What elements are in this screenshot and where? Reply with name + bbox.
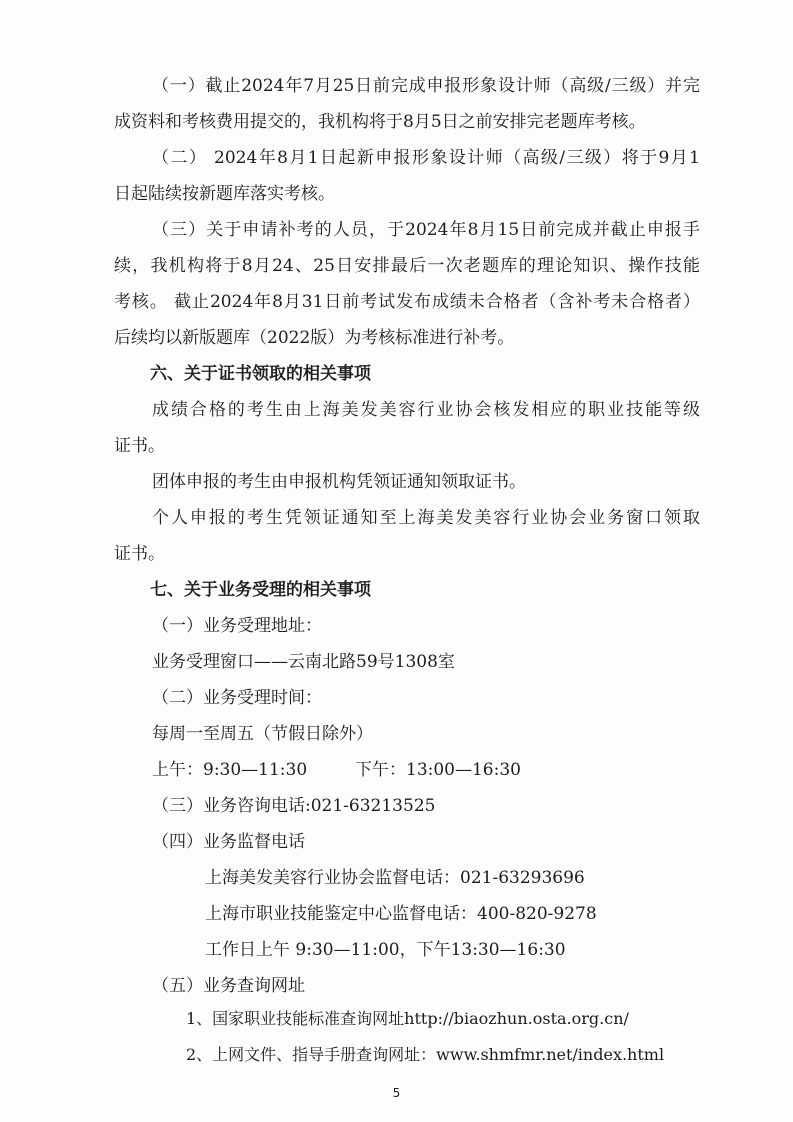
hours-days: 每周一至周五（节假日除外） bbox=[152, 724, 373, 744]
section6-heading: 六、关于证书领取的相关事项 bbox=[150, 364, 371, 384]
hours-label: （二）业务受理时间： bbox=[152, 688, 322, 708]
address-label: （一）业务受理地址： bbox=[152, 616, 322, 636]
section6-p2: 团体申报的考生由申报机构凭领证通知领取证书。 bbox=[152, 472, 526, 492]
section6-p3-line2: 证书。 bbox=[114, 544, 165, 564]
item2-line1: （二） 2024年8月1日起新申报形象设计师（高级/三级）将于9月1 bbox=[152, 148, 700, 168]
item3-line1: （三）关于申请补考的人员，于2024年8月15日前完成并截止申报手 bbox=[152, 220, 700, 240]
section7-heading: 七、关于业务受理的相关事项 bbox=[150, 580, 371, 600]
supervise-assoc-phone: 上海美发美容行业协会监督电话：021-63293696 bbox=[205, 868, 585, 888]
item3-line2: 续，我机构将于8月24、25日安排最后一次老题库的理论知识、操作技能 bbox=[114, 256, 700, 276]
supervise-label: （四）业务监督电话 bbox=[152, 832, 305, 852]
item3-line4: 后续均以新版题库（2022版）为考核标准进行补考。 bbox=[114, 328, 515, 348]
item1-line2: 成资料和考核费用提交的，我机构将于8月5日之前安排完老题库考核。 bbox=[114, 112, 646, 132]
item1-line1: （一）截止2024年7月25日前完成申报形象设计师（高级/三级）并完 bbox=[152, 76, 700, 96]
supervise-center-phone: 上海市职业技能鉴定中心监督电话：400-820-9278 bbox=[205, 904, 597, 924]
hours-am: 上午：9:30—11:30 bbox=[152, 760, 308, 780]
page-number: 5 bbox=[392, 1086, 401, 1100]
hours-pm: 下午：13:00—16:30 bbox=[355, 760, 521, 780]
section6-p3-line1: 个人申报的考生凭领证通知至上海美发美容行业协会业务窗口领取 bbox=[152, 508, 700, 528]
item3-line3: 考核。 截止2024年8月31日前考试发布成绩未合格者（含补考未合格者） bbox=[114, 292, 700, 312]
supervise-hours: 工作日上午 9:30—11:00，下午13:30—16:30 bbox=[205, 940, 566, 960]
query-url-national: 1、国家职业技能标准查询网址http://biaozhun.osta.org.cn/ bbox=[186, 1009, 629, 1028]
address-value: 业务受理窗口——云南北路59号1308室 bbox=[152, 652, 455, 672]
section6-p1-line2: 证书。 bbox=[114, 436, 165, 456]
item2-line2: 日起陆续按新题库落实考核。 bbox=[114, 184, 335, 204]
query-url-files: 2、上网文件、指导手册查询网址：www.shmfmr.net/index.html bbox=[186, 1045, 665, 1064]
consult-phone: （三）业务咨询电话:021-63213525 bbox=[152, 796, 436, 816]
query-label: （五）业务查询网址 bbox=[152, 976, 305, 996]
section6-p1-line1: 成绩合格的考生由上海美发美容行业协会核发相应的职业技能等级 bbox=[152, 400, 700, 420]
